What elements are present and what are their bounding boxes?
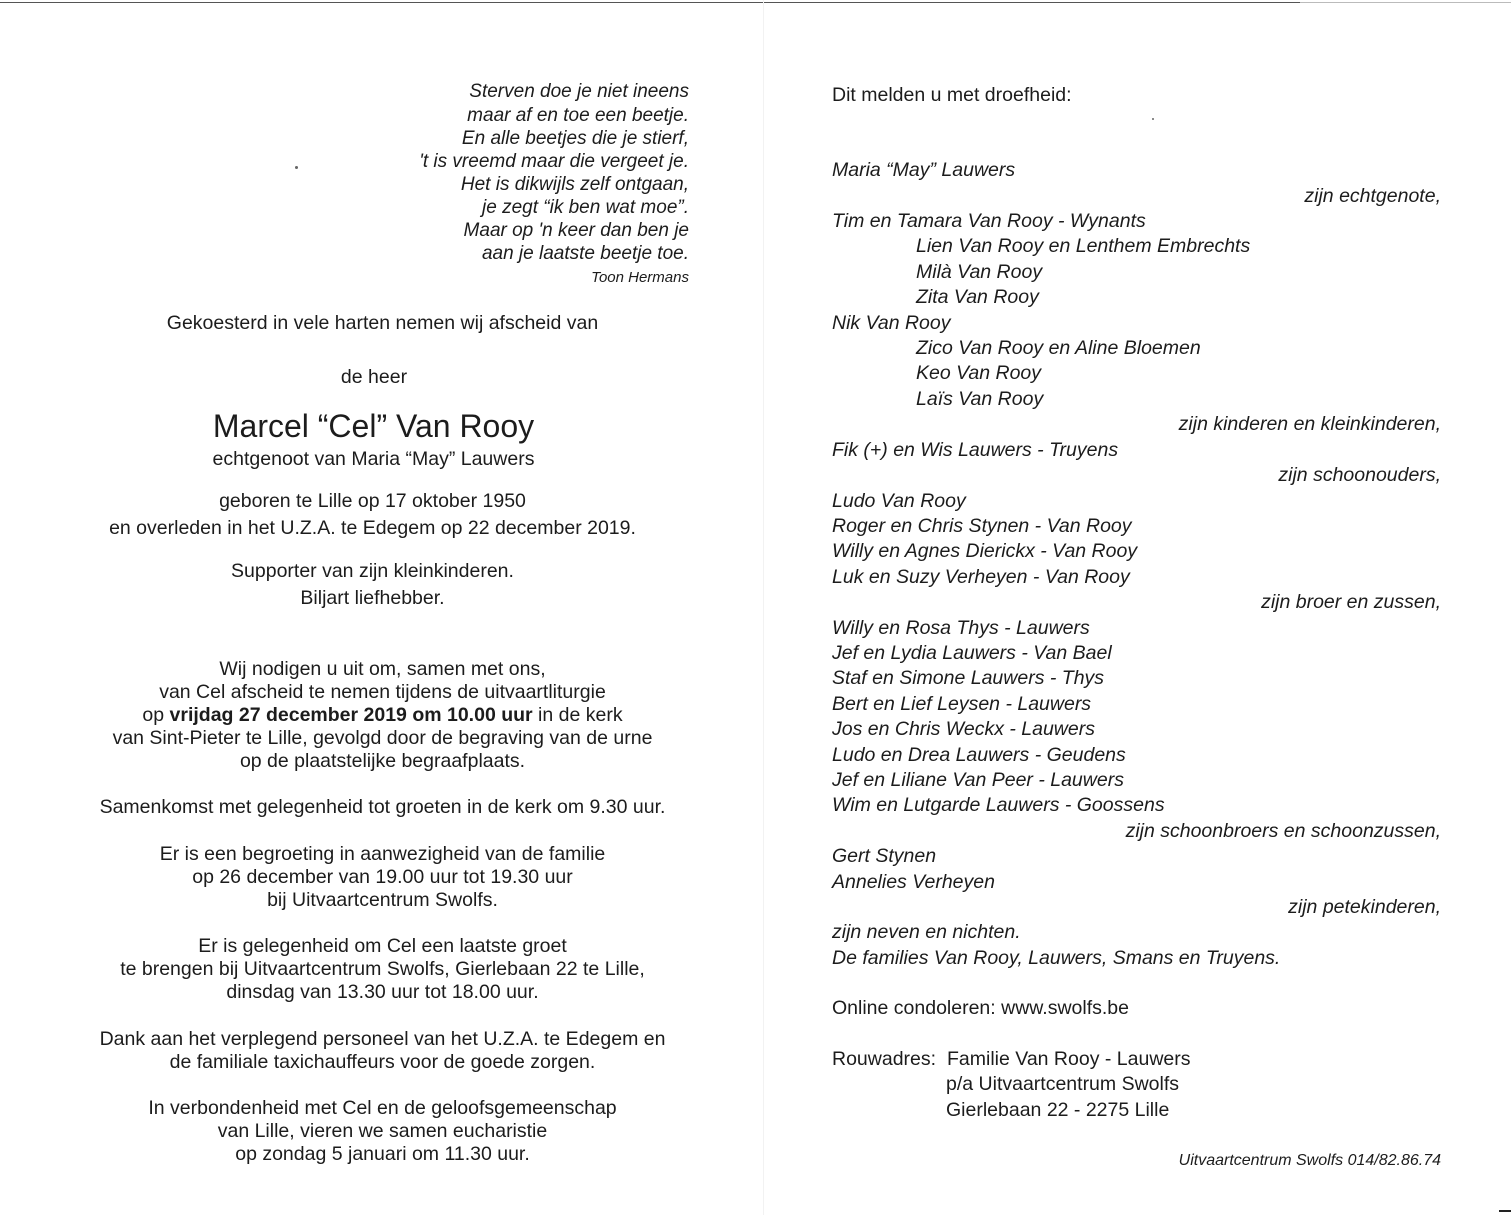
greeting-line: op 26 december van 19.00 uur tot 19.30 uur	[192, 866, 573, 888]
family-member: Fik (+) en Wis Lauwers - Truyens	[832, 439, 1119, 461]
family-member: Ludo en Drea Lauwers - Geudens	[832, 744, 1126, 766]
relation-label: zijn schoonbroers en schoonzussen,	[1125, 820, 1441, 842]
scan-speck	[295, 166, 298, 169]
online-condolence: Online condoleren: www.swolfs.be	[832, 997, 1129, 1019]
invitation-pre: op	[142, 704, 170, 726]
thanks-line: de familiale taxichauffeurs voor de goede zorgen.	[169, 1051, 596, 1073]
death-line: en overleden in het U.Z.A. te Edegem op 22 december 2019.	[109, 517, 636, 539]
invitation-line: van Sint-Pieter te Lille, gevolgd door de begraving van de urne	[112, 727, 653, 749]
family-member: Jos en Chris Weckx - Lauwers	[832, 718, 1095, 740]
address-label: Rouwadres:	[832, 1048, 937, 1070]
address-line: Familie Van Rooy - Lauwers	[947, 1048, 1191, 1070]
poem-line: 't is vreemd maar die vergeet je.	[419, 151, 689, 172]
funeral-home-footer: Uitvaartcentrum Swolfs 014/82.86.74	[1178, 1152, 1441, 1169]
farewell-line: Er is gelegenheid om Cel een laatste groet	[198, 935, 567, 957]
relation-label: zijn kinderen en kleinkinderen,	[1178, 413, 1441, 435]
family-member: Maria “May” Lauwers	[832, 159, 1016, 181]
family-member: Willy en Agnes Dierickx - Van Rooy	[832, 540, 1138, 562]
poem-line: En alle beetjes die je stierf,	[461, 128, 689, 149]
family-member: Gert Stynen	[832, 845, 937, 867]
announcement-heading: Dit melden u met droefheid:	[832, 84, 1072, 106]
invitation-line: Wij nodigen u uit om, samen met ons,	[219, 658, 546, 680]
family-member: Tim en Tamara Van Rooy - Wynants	[832, 210, 1146, 232]
greeting-line: Er is een begroeting in aanwezigheid van de familie	[159, 843, 606, 865]
family-member: Staf en Simone Lauwers - Thys	[832, 667, 1105, 689]
relation-label: zijn echtgenote,	[1304, 185, 1441, 207]
family-member: Willy en Rosa Thys - Lauwers	[832, 617, 1090, 639]
family-member: Milà Van Rooy	[916, 261, 1043, 283]
poem-line: maar af en toe een beetje.	[467, 105, 689, 126]
relation-label: zijn broer en zussen,	[1261, 591, 1441, 613]
family-member: Nik Van Rooy	[832, 312, 951, 334]
mass-line: In verbondenheid met Cel en de geloofsgemeenschap	[148, 1097, 617, 1119]
family-member: Wim en Lutgarde Lauwers - Goossens	[832, 794, 1165, 816]
family-member: Zico Van Rooy en Aline Bloemen	[916, 337, 1201, 359]
thanks-line: Dank aan het verplegend personeel van het U.Z.A. te Edegem en	[99, 1028, 666, 1050]
family-member: Zita Van Rooy	[916, 286, 1039, 308]
spouse-line: echtgenoot van Maria “May” Lauwers	[212, 448, 535, 470]
family-member: Annelies Verheyen	[832, 871, 995, 893]
poem-author: Toon Hermans	[591, 269, 689, 286]
invitation-line: op de plaatstelijke begraafplaats.	[239, 750, 526, 772]
intro-text: Gekoesterd in vele harten nemen wij afscheid van	[166, 312, 599, 334]
address-line: p/a Uitvaartcentrum Swolfs	[946, 1073, 1180, 1095]
family-member: Ludo Van Rooy	[832, 490, 966, 512]
trait-line: Supporter van zijn kleinkinderen.	[231, 560, 514, 582]
relation-label: zijn neven en nichten.	[832, 921, 1021, 943]
right-panel	[764, 0, 1511, 1215]
service-datetime: vrijdag 27 december 2019 om 10.00 uur	[169, 704, 533, 726]
poem-line: aan je laatste beetje toe.	[481, 243, 689, 264]
poem-line: Sterven doe je niet ineens	[469, 81, 689, 102]
relation-label: zijn petekinderen,	[1288, 896, 1441, 918]
mass-line: van Lille, vieren we samen eucharistie	[217, 1120, 548, 1142]
families-line: De families Van Rooy, Lauwers, Smans en Truyens.	[832, 947, 1281, 969]
honorific: de heer	[340, 366, 408, 388]
family-member: Jef en Liliane Van Peer - Lauwers	[832, 769, 1124, 791]
address-line: Gierlebaan 22 - 2275 Lille	[946, 1099, 1170, 1121]
poem-line: je zegt “ik ben wat moe”.	[482, 197, 689, 218]
invitation-post: in de kerk	[532, 704, 623, 726]
family-member: Luk en Suzy Verheyen - Van Rooy	[832, 566, 1130, 588]
scan-speck	[1152, 118, 1154, 120]
farewell-line: te brengen bij Uitvaartcentrum Swolfs, Gierlebaan 22 te Lille,	[120, 958, 645, 980]
farewell-line: dinsdag van 13.30 uur tot 18.00 uur.	[226, 981, 539, 1003]
gathering-line: Samenkomst met gelegenheid tot groeten in de kerk om 9.30 uur.	[99, 796, 666, 818]
poem-line: Maar op 'n keer dan ben je	[463, 220, 689, 241]
mass-line: op zondag 5 januari om 11.30 uur.	[235, 1143, 530, 1165]
birth-line: geboren te Lille op 17 oktober 1950	[219, 490, 526, 512]
greeting-line: bij Uitvaartcentrum Swolfs.	[267, 889, 498, 911]
family-member: Laïs Van Rooy	[916, 388, 1044, 410]
family-member: Jef en Lydia Lauwers - Van Bael	[832, 642, 1112, 664]
poem-line: Het is dikwijls zelf ontgaan,	[460, 174, 689, 195]
family-member: Lien Van Rooy en Lenthem Embrechts	[916, 235, 1251, 257]
family-member: Roger en Chris Stynen - Van Rooy	[832, 515, 1132, 537]
invitation-line	[0, 704, 765, 727]
deceased-name: Marcel “Cel” Van Rooy	[212, 408, 535, 444]
crop-mark	[1499, 1210, 1511, 1212]
trait-line: Biljart liefhebber.	[300, 587, 445, 609]
family-member: Bert en Lief Leysen - Lauwers	[832, 693, 1092, 715]
relation-label: zijn schoonouders,	[1278, 464, 1441, 486]
invitation-line: van Cel afscheid te nemen tijdens de uitvaartliturgie	[159, 681, 606, 703]
family-member: Keo Van Rooy	[916, 362, 1042, 384]
